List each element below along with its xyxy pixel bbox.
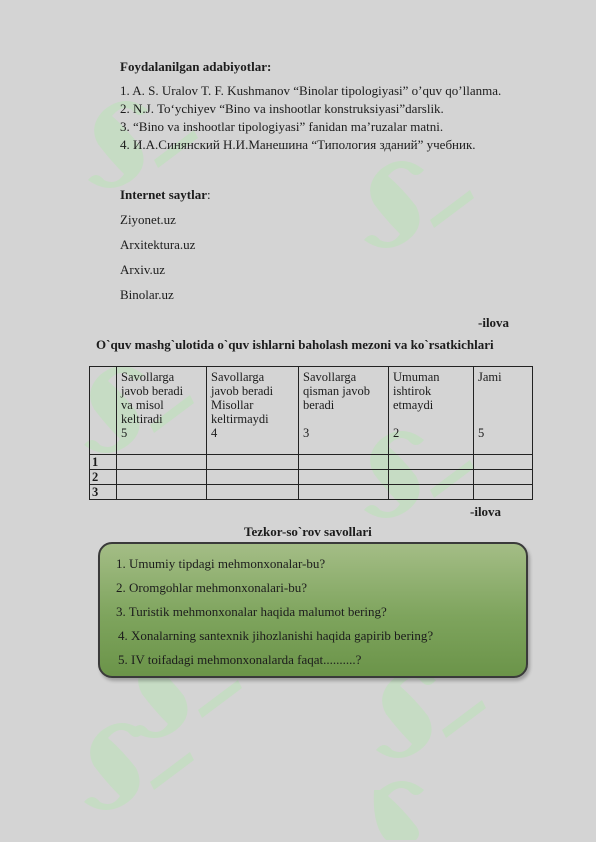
site-item: Ziyonet.uz [120, 212, 176, 227]
table-cell [474, 470, 533, 485]
header-spacer [478, 384, 528, 398]
header-score: 4 [211, 426, 218, 440]
header-line: Umuman [393, 370, 440, 384]
reference-item: 4. И.А.Синянский Н.И.Манешина “Типология зданий” учебник. [120, 137, 476, 152]
references-heading: Foydalanilgan adabiyotlar: [120, 59, 272, 74]
question-item: 3. Turistik mehmonxonalar haqida malumot bering? [116, 604, 387, 619]
appendix-title: O`quv mashg`ulotida o`quv ishlarni baholash mezoni va ko`rsatkichlari [96, 337, 494, 352]
table-header-cell [389, 367, 474, 455]
question-item: 5. IV toifadagi mehmonxonalarda faqat..........? [118, 652, 362, 667]
header-line: Savollarga [303, 370, 357, 384]
table-cell [207, 470, 299, 485]
header-spacer [303, 412, 384, 426]
table-cell [474, 485, 533, 500]
header-line: javob beradi [211, 384, 274, 398]
site-item: Arxitektura.uz [120, 237, 196, 252]
question-item: 4. Xonalarning santexnik jihozlanishi haqida gapirib bering? [118, 628, 434, 643]
header-score: 2 [393, 426, 400, 440]
questions-box [98, 542, 528, 678]
header-line: Savollarga [121, 370, 175, 384]
table-corner-cell [90, 367, 117, 455]
site-item: Binolar.uz [120, 287, 174, 302]
table-header-cell [207, 367, 299, 455]
table-cell [389, 485, 474, 500]
header-line: ishtirok [393, 384, 432, 398]
table-cell [207, 485, 299, 500]
reference-item: 3. “Bino va inshootlar tipologiyasi” fanidan ma’ruzalar matni. [120, 119, 444, 134]
table-row [90, 470, 533, 485]
table-cell [299, 455, 389, 470]
internet-heading-text: Internet saytlar [120, 187, 208, 202]
table-cell [207, 455, 299, 470]
reference-item: 2. N.J. To‘ychiyev “Bino va inshootlar konstruksiyasi”darslik. [120, 101, 444, 116]
table-cell [117, 455, 207, 470]
header-spacer [478, 398, 528, 412]
table-row [90, 485, 533, 500]
table-header-row [90, 367, 533, 455]
header-line: etmaydi [393, 398, 434, 412]
table-cell [389, 470, 474, 485]
header-line: Savollarga [211, 370, 265, 384]
header-line: beradi [303, 398, 335, 412]
table-header-cell [474, 367, 533, 455]
header-line: Misollar [211, 398, 254, 412]
table-cell [389, 455, 474, 470]
header-line: qisman javob [303, 384, 371, 398]
table-header-cell [299, 367, 389, 455]
reference-item: 1. A. S. Uralov T. F. Kushmanov “Binolar tipologiyasi” o’quv qo’llanma. [120, 83, 502, 98]
header-line: va misol [121, 398, 164, 412]
table-row [90, 455, 533, 470]
appendix-label: -ilova [470, 504, 502, 519]
question-item: 1. Umumiy tipdagi mehmonxonalar-bu? [116, 556, 326, 571]
table-cell [474, 455, 533, 470]
table-cell [117, 470, 207, 485]
grading-table [89, 366, 533, 500]
internet-heading [120, 187, 211, 202]
internet-heading-colon: : [207, 187, 211, 202]
appendix-title: Tezkor-so`rov savollari [244, 524, 372, 539]
header-score: 5 [478, 426, 485, 440]
appendix-label: -ilova [478, 315, 510, 330]
site-item: Arxiv.uz [120, 262, 166, 277]
header-score: 3 [303, 426, 310, 440]
header-line: keltirmaydi [211, 412, 269, 426]
table-cell [299, 470, 389, 485]
table-header-cell [117, 367, 207, 455]
question-item: 2. Oromgohlar mehmonxonalari-bu? [116, 580, 307, 595]
table-cell [117, 485, 207, 500]
row-number: 2 [90, 470, 117, 485]
row-number: 1 [90, 455, 117, 470]
row-number: 3 [90, 485, 117, 500]
table-cell [299, 485, 389, 500]
header-line: keltiradi [121, 412, 163, 426]
header-line: Jami [478, 370, 502, 384]
header-line: javob beradi [121, 384, 184, 398]
header-score: 5 [121, 426, 128, 440]
header-spacer [478, 412, 528, 426]
header-spacer [393, 412, 469, 426]
